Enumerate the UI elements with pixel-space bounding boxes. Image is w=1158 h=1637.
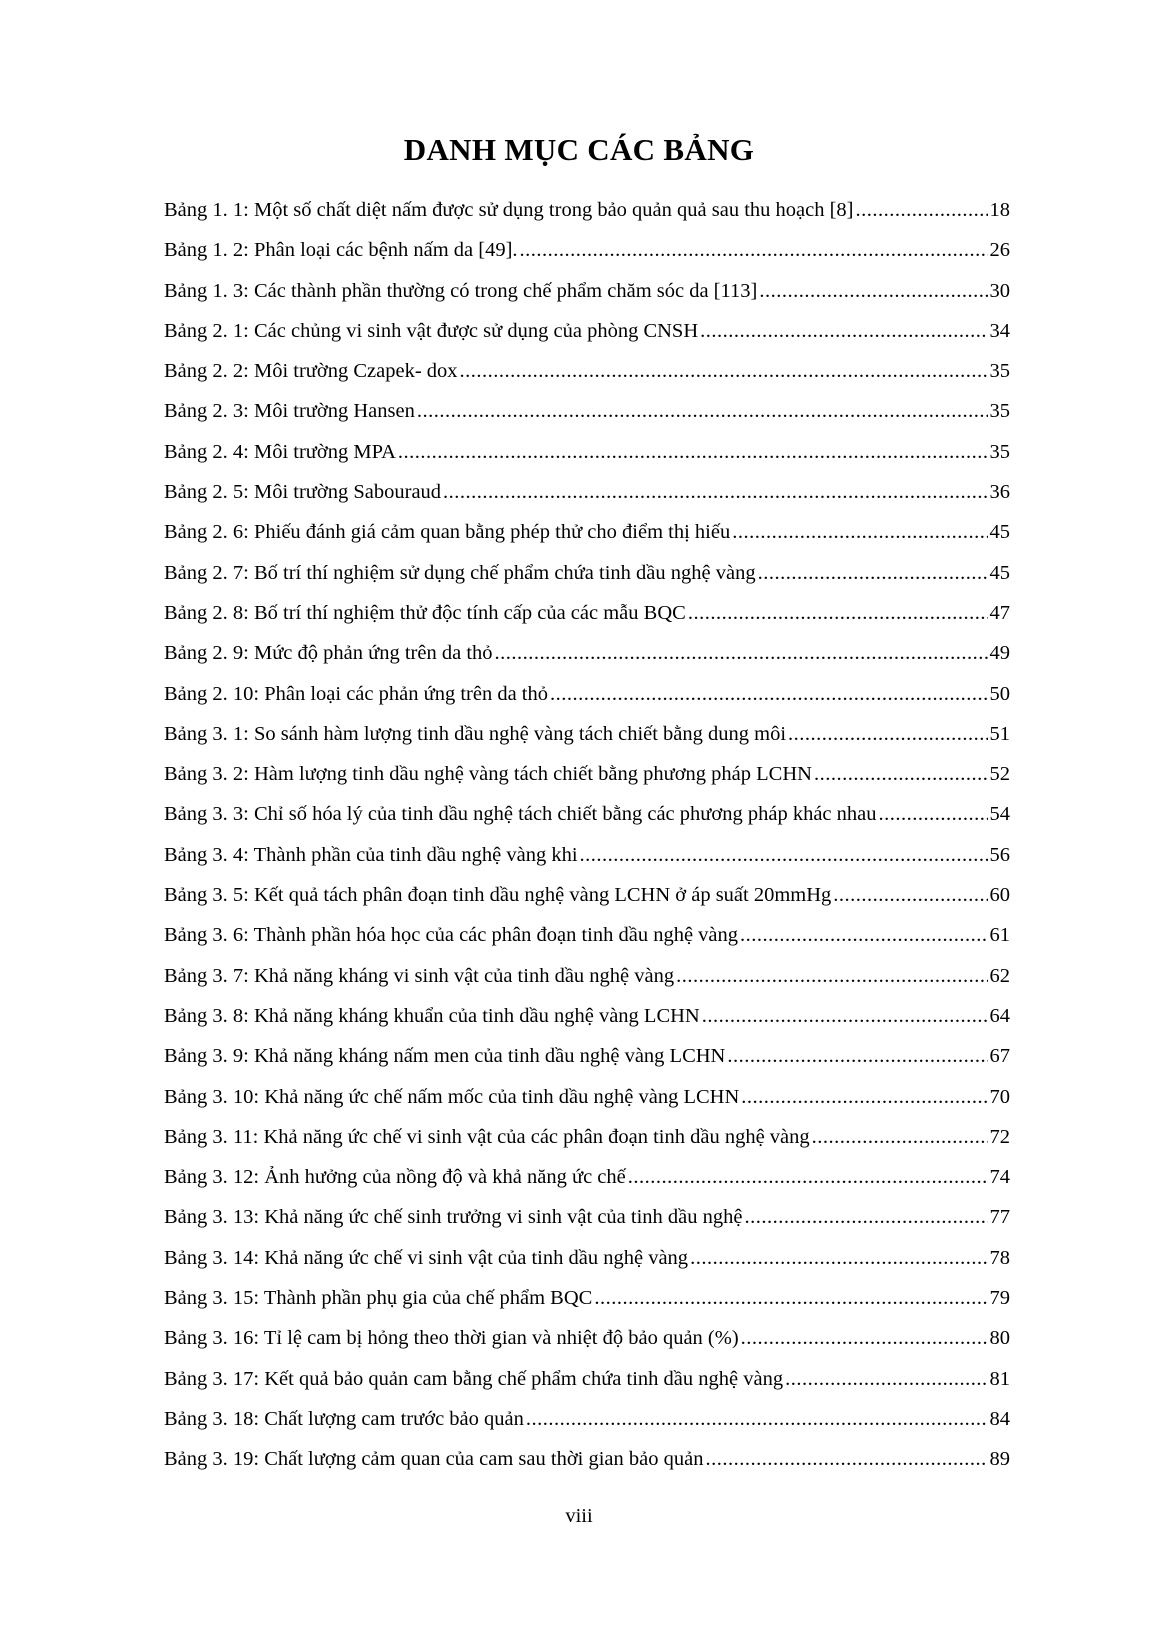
toc-entry xyxy=(164,1045,1010,1085)
dot-leader xyxy=(788,723,987,746)
entry-page: 78 xyxy=(989,1246,1010,1269)
entry-label: Bảng 2. 10: Phân loại các phản ứng trên da thỏ xyxy=(164,682,549,705)
entry-label: Bảng 2. 9: Mức độ phản ứng trên da thỏ xyxy=(164,642,493,665)
toc-entry xyxy=(164,1448,1010,1488)
entry-page: 26 xyxy=(989,239,1010,262)
toc-entry xyxy=(164,1206,1010,1246)
entry-page: 62 xyxy=(989,964,1010,987)
dot-leader xyxy=(732,521,987,544)
entry-page: 35 xyxy=(989,440,1010,463)
toc-entry xyxy=(164,1368,1010,1408)
entry-page: 74 xyxy=(989,1166,1010,1189)
dot-leader xyxy=(495,642,988,665)
dot-leader xyxy=(526,1408,988,1431)
entry-page: 61 xyxy=(989,924,1010,947)
entry-page: 89 xyxy=(989,1448,1010,1471)
dot-leader xyxy=(398,441,988,464)
dot-leader xyxy=(580,844,988,867)
entry-page: 18 xyxy=(989,199,1010,221)
toc-entry xyxy=(164,400,1010,440)
entry-label: Bảng 2. 3: Môi trường Hansen xyxy=(164,400,415,423)
entry-page: 34 xyxy=(989,319,1010,342)
dot-leader xyxy=(443,481,987,504)
toc-entry xyxy=(164,481,1010,521)
dot-leader xyxy=(700,320,987,343)
dot-leader xyxy=(460,360,988,383)
entry-label: Bảng 3. 9: Khả năng kháng nấm men của tinh dầu nghệ vàng LCHN xyxy=(164,1045,726,1068)
toc-entry xyxy=(164,763,1010,803)
entry-label: Bảng 2. 6: Phiếu đánh giá cảm quan bằng phép thử cho điểm thị hiếu xyxy=(164,521,731,544)
entry-label: Bảng 3. 19: Chất lượng cảm quan của cam sau thời gian bảo quản xyxy=(164,1448,704,1471)
dot-leader xyxy=(628,1166,988,1189)
entry-page: 47 xyxy=(989,601,1010,624)
entry-label: Bảng 3. 3: Chỉ số hóa lý của tinh dầu nghệ tách chiết bằng các phương pháp khác nhau xyxy=(164,803,877,826)
entry-label: Bảng 3. 4: Thành phần của tinh dầu nghệ vàng khi xyxy=(164,843,578,866)
toc-entry xyxy=(164,683,1010,723)
dot-leader xyxy=(727,1045,987,1068)
entry-page: 35 xyxy=(989,360,1010,383)
dot-leader xyxy=(833,884,987,907)
entry-label: Bảng 3. 17: Kết quả bảo quản cam bằng chế phẩm chứa tinh dầu nghệ vàng xyxy=(164,1367,784,1390)
toc-entry xyxy=(164,844,1010,884)
entry-page: 67 xyxy=(989,1045,1010,1068)
dot-leader xyxy=(676,965,987,988)
dot-leader xyxy=(785,1368,987,1391)
toc-entry xyxy=(164,1126,1010,1166)
entry-label: Bảng 3. 12: Ảnh hưởng của nồng độ và khả năng ức chế xyxy=(164,1166,626,1189)
entry-label: Bảng 3. 8: Khả năng kháng khuẩn của tinh dầu nghệ vàng LCHN xyxy=(164,1004,700,1027)
entry-label: Bảng 2. 8: Bố trí thí nghiệm thử độc tính cấp của các mẫu BQC xyxy=(164,601,686,624)
entry-label: Bảng 3. 13: Khả năng ức chế sinh trưởng vi sinh vật của tinh dầu nghệ xyxy=(164,1206,743,1229)
entry-page: 54 xyxy=(989,803,1010,826)
toc-entry xyxy=(164,884,1010,924)
entry-label: Bảng 2. 7: Bố trí thí nghiệm sử dụng chế phẩm chứa tinh dầu nghệ vàng xyxy=(164,561,756,584)
entry-label: Bảng 3. 6: Thành phần hóa học của các phân đoạn tinh dầu nghệ vàng xyxy=(164,924,739,947)
dot-leader xyxy=(690,1247,987,1270)
toc-entry xyxy=(164,199,1010,239)
toc-entry xyxy=(164,1287,1010,1327)
entry-page: 49 xyxy=(989,642,1010,665)
entry-label: Bảng 3. 5: Kết quả tách phân đoạn tinh dầu nghệ vàng LCHN ở áp suất 20mmHg xyxy=(164,884,832,907)
table-list xyxy=(164,199,1010,1489)
dot-leader xyxy=(702,1005,988,1028)
dot-leader xyxy=(741,1086,987,1109)
toc-entry xyxy=(164,360,1010,400)
toc-entry xyxy=(164,965,1010,1005)
entry-label: Bảng 3. 16: Tỉ lệ cam bị hỏng theo thời gian và nhiệt độ bảo quản (%) xyxy=(164,1327,739,1350)
entry-label: Bảng 1. 3: Các thành phần thường có trong chế phẩm chăm sóc da [113] xyxy=(164,279,758,302)
dot-leader xyxy=(812,1126,988,1149)
entry-page: 84 xyxy=(989,1407,1010,1430)
entry-page: 52 xyxy=(989,763,1010,786)
toc-entry xyxy=(164,1005,1010,1045)
entry-page: 56 xyxy=(989,843,1010,866)
entry-label: Bảng 3. 14: Khả năng ức chế vi sinh vật của tinh dầu nghệ vàng xyxy=(164,1246,689,1269)
entry-label: Bảng 3. 1: So sánh hàm lượng tinh dầu nghệ vàng tách chiết bằng dung môi xyxy=(164,722,787,745)
entry-page: 45 xyxy=(989,561,1010,584)
dot-leader xyxy=(814,763,988,786)
entry-label: Bảng 3. 11: Khả năng ức chế vi sinh vật của các phân đoạn tinh dầu nghệ vàng xyxy=(164,1125,810,1148)
entry-label: Bảng 1. 2: Phân loại các bệnh nấm da [49]. xyxy=(164,239,518,262)
entry-page: 35 xyxy=(989,400,1010,423)
toc-entry xyxy=(164,1247,1010,1287)
dot-leader xyxy=(856,199,988,222)
dot-leader xyxy=(879,803,988,826)
toc-entry xyxy=(164,723,1010,763)
entry-label: Bảng 1. 1: Một số chất diệt nấm được sử dụng trong bảo quản quả sau thu hoạch [8] xyxy=(164,199,854,221)
dot-leader xyxy=(759,280,987,303)
toc-entry xyxy=(164,521,1010,561)
toc-entry xyxy=(164,1408,1010,1448)
entry-page: 60 xyxy=(989,884,1010,907)
entry-page: 51 xyxy=(989,722,1010,745)
dot-leader xyxy=(520,239,988,262)
dot-leader xyxy=(594,1287,987,1310)
toc-entry xyxy=(164,239,1010,279)
dot-leader xyxy=(688,602,988,625)
entry-page: 72 xyxy=(989,1125,1010,1148)
dot-leader xyxy=(744,1206,987,1229)
toc-entry xyxy=(164,642,1010,682)
entry-page: 64 xyxy=(989,1004,1010,1027)
entry-label: Bảng 3. 2: Hàm lượng tinh dầu nghệ vàng tách chiết bằng phương pháp LCHN xyxy=(164,763,812,786)
entry-label: Bảng 3. 10: Khả năng ức chế nấm mốc của tinh dầu nghệ vàng LCHN xyxy=(164,1085,740,1108)
toc-entry xyxy=(164,280,1010,320)
toc-entry xyxy=(164,803,1010,843)
dot-leader xyxy=(705,1448,987,1471)
entry-page: 45 xyxy=(989,521,1010,544)
entry-label: Bảng 2. 4: Môi trường MPA xyxy=(164,440,396,463)
page-title: DANH MỤC CÁC BẢNG xyxy=(403,132,755,167)
entry-label: Bảng 3. 15: Thành phần phụ gia của chế phẩm BQC xyxy=(164,1287,593,1310)
entry-label: Bảng 3. 7: Khả năng kháng vi sinh vật của tinh dầu nghệ vàng xyxy=(164,964,675,987)
toc-entry xyxy=(164,1327,1010,1367)
entry-label: Bảng 2. 2: Môi trường Czapek- dox xyxy=(164,360,458,383)
toc-entry xyxy=(164,602,1010,642)
entry-page: 79 xyxy=(989,1287,1010,1310)
entry-page: 80 xyxy=(989,1327,1010,1350)
entry-page: 36 xyxy=(989,481,1010,504)
entry-label: Bảng 2. 5: Môi trường Sabouraud xyxy=(164,481,442,504)
entry-page: 30 xyxy=(989,279,1010,302)
entry-label: Bảng 3. 18: Chất lượng cam trước bảo quản xyxy=(164,1407,524,1430)
dot-leader xyxy=(740,924,987,947)
dot-leader xyxy=(417,400,988,423)
entry-label: Bảng 2. 1: Các chủng vi sinh vật được sử dụng của phòng CNSH xyxy=(164,319,699,342)
toc-entry xyxy=(164,1086,1010,1126)
toc-entry xyxy=(164,320,1010,360)
toc-entry xyxy=(164,924,1010,964)
entry-page: 70 xyxy=(989,1085,1010,1108)
toc-entry xyxy=(164,562,1010,602)
page-number: viii xyxy=(565,1505,593,1527)
dot-leader xyxy=(758,562,988,585)
entry-page: 81 xyxy=(989,1367,1010,1390)
toc-entry xyxy=(164,441,1010,481)
toc-entry xyxy=(164,1166,1010,1206)
dot-leader xyxy=(741,1327,988,1350)
entry-page: 50 xyxy=(989,682,1010,705)
dot-leader xyxy=(550,683,987,706)
entry-page: 77 xyxy=(989,1206,1010,1229)
